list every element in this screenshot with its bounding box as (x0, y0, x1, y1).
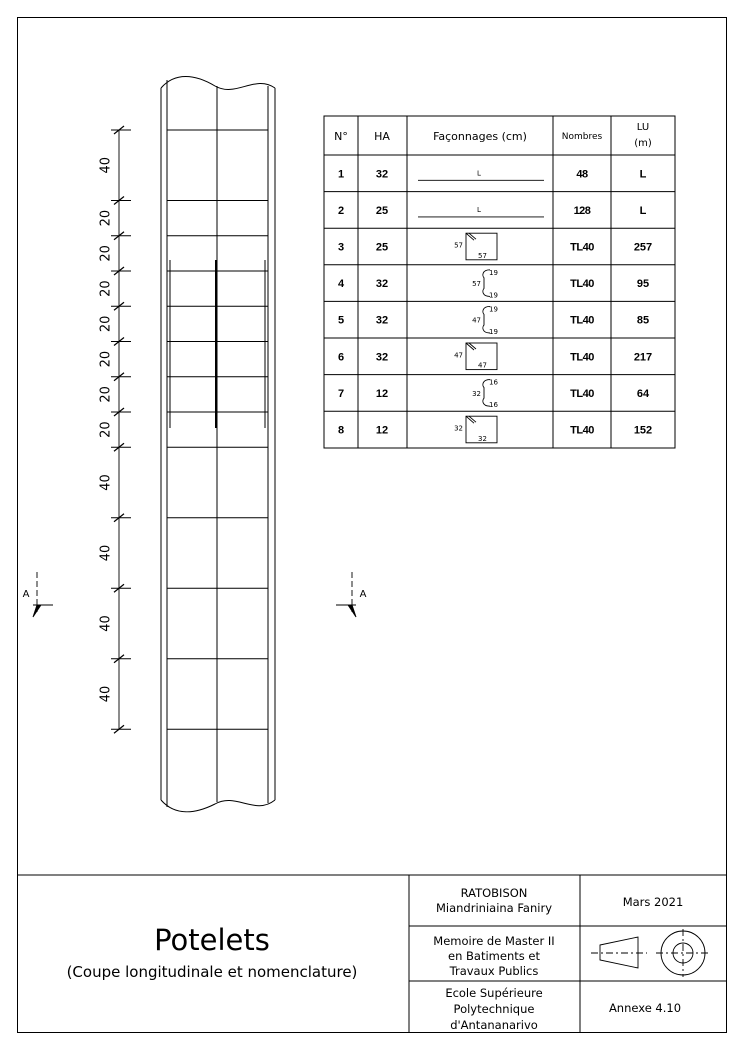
table-row (338, 343, 652, 370)
header-lu: LU (636, 122, 650, 133)
shape-length-label: L (477, 205, 481, 214)
cell-lu: 217 (633, 351, 653, 364)
date: Mars 2021 (622, 895, 684, 909)
author-given-name: Miandriniaina Faniry (435, 901, 553, 915)
shape-hook-label-top: 19 (489, 305, 498, 314)
author-name: RATOBISON (460, 886, 528, 900)
table-row (338, 269, 649, 300)
spacing-dimension-label: 20 (98, 280, 114, 297)
bar-schedule-table (324, 116, 675, 448)
cell-ha: 25 (375, 204, 389, 217)
cell-ha: 32 (375, 278, 389, 291)
spacing-dimension-label: 20 (98, 209, 114, 227)
shape-height-label: 47 (454, 351, 463, 360)
cell-lu: L (639, 204, 647, 217)
drawing-subtitle: (Coupe longitudinale et nomenclature) (66, 963, 358, 981)
header-count: Nombres (561, 132, 603, 142)
column-bottom-break (161, 800, 275, 812)
cell-count: 128 (573, 204, 591, 217)
drawing-title: Potelets (154, 923, 270, 957)
shape-height-label: 32 (454, 424, 463, 433)
cell-count: TL40 (570, 351, 594, 364)
bar-shape-stirrup (454, 233, 497, 260)
shape-width-label: 32 (478, 434, 487, 443)
school-line-1: Ecole Supérieure (445, 986, 543, 1000)
memo-line-3: Travaux Publics (449, 964, 539, 978)
cell-count: TL40 (570, 314, 594, 327)
header-shape: Façonnages (cm) (433, 130, 527, 143)
header-no: N° (334, 130, 348, 143)
spacing-dimension-label: 20 (98, 245, 114, 262)
cell-no: 1 (337, 168, 345, 181)
section-mark-left (33, 572, 53, 617)
column-elevation (161, 77, 275, 812)
cell-ha: 32 (375, 351, 389, 364)
cell-count: TL40 (570, 278, 594, 291)
section-mark-right (336, 572, 356, 617)
shape-hook-label-bottom: 19 (489, 328, 498, 336)
cell-lu: 64 (636, 387, 650, 400)
table-rows (338, 168, 652, 443)
table-row (338, 233, 652, 260)
cell-count: 48 (576, 168, 588, 181)
school-line-2: Polytechnique (453, 1002, 535, 1016)
school-line-3: d'Antananarivo (450, 1018, 538, 1032)
shape-hook-label-top: 19 (489, 268, 498, 277)
cell-ha: 12 (375, 387, 389, 400)
cell-ha: 12 (375, 424, 389, 437)
cell-no: 5 (337, 314, 345, 327)
memo-line-1: Memoire de Master II (433, 934, 555, 948)
memo-line-2: en Batiments et (448, 949, 540, 963)
header-lu-unit: (m) (634, 138, 652, 149)
shape-length-label: L (477, 169, 481, 178)
table-row (338, 416, 652, 443)
spacing-dimension-label: 20 (98, 421, 114, 438)
shape-length-label: 57 (472, 280, 481, 289)
cell-count: TL40 (570, 424, 594, 437)
cell-no: 3 (337, 241, 345, 254)
bar-shape-pin (472, 305, 498, 336)
spacing-dimension-label: 40 (98, 615, 114, 632)
shape-height-label: 57 (454, 241, 463, 250)
spacing-dimension-label: 20 (98, 350, 114, 368)
bar-shape-pin (472, 379, 498, 410)
spacing-dimension-chain (99, 126, 132, 733)
spacing-dimension-label: 40 (98, 685, 114, 703)
cell-ha: 32 (375, 314, 389, 327)
cell-no: 2 (337, 204, 345, 217)
shape-hook-label-bottom: 19 (489, 291, 498, 300)
header-ha: HA (374, 130, 390, 143)
shape-length-label: 47 (472, 316, 481, 325)
bar-shape-straight (418, 206, 544, 217)
cell-ha: 25 (375, 241, 389, 254)
cell-lu: L (639, 168, 647, 181)
section-label-right: A (359, 589, 367, 600)
cell-no: 7 (337, 387, 345, 400)
bar-shape-pin (472, 269, 498, 300)
spacing-dimension-label: 40 (98, 156, 114, 174)
table-row (338, 305, 649, 336)
table-row (338, 205, 647, 217)
shape-length-label: 32 (472, 389, 481, 398)
cell-lu: 85 (636, 314, 650, 327)
column-top-break (161, 77, 275, 90)
spacing-dimension-label: 40 (98, 544, 114, 562)
cell-lu: 152 (633, 424, 653, 437)
projection-symbol-icon (591, 929, 711, 977)
cell-ha: 32 (375, 168, 389, 181)
cell-count: TL40 (570, 387, 594, 400)
table-row (338, 168, 647, 180)
cell-no: 4 (337, 278, 345, 291)
shape-hook-label-top: 16 (489, 378, 498, 387)
shape-width-label: 57 (478, 251, 487, 260)
shape-hook-label-bottom: 16 (489, 401, 498, 410)
bar-shape-stirrup (454, 416, 497, 443)
cell-no: 6 (337, 351, 345, 364)
shape-width-label: 47 (478, 361, 487, 370)
section-label-left: A (22, 589, 30, 600)
spacing-dimension-label: 20 (98, 386, 114, 403)
bar-shape-straight (418, 169, 544, 180)
annex-number: Annexe 4.10 (608, 1001, 682, 1015)
cell-lu: 257 (633, 241, 653, 254)
cell-no: 8 (337, 424, 345, 437)
spacing-dimension-label: 20 (98, 315, 114, 333)
cell-lu: 95 (636, 278, 650, 291)
bar-shape-stirrup (454, 343, 497, 370)
cell-count: TL40 (570, 241, 594, 254)
table-row (338, 379, 650, 410)
spacing-dimension-label: 40 (98, 474, 114, 491)
